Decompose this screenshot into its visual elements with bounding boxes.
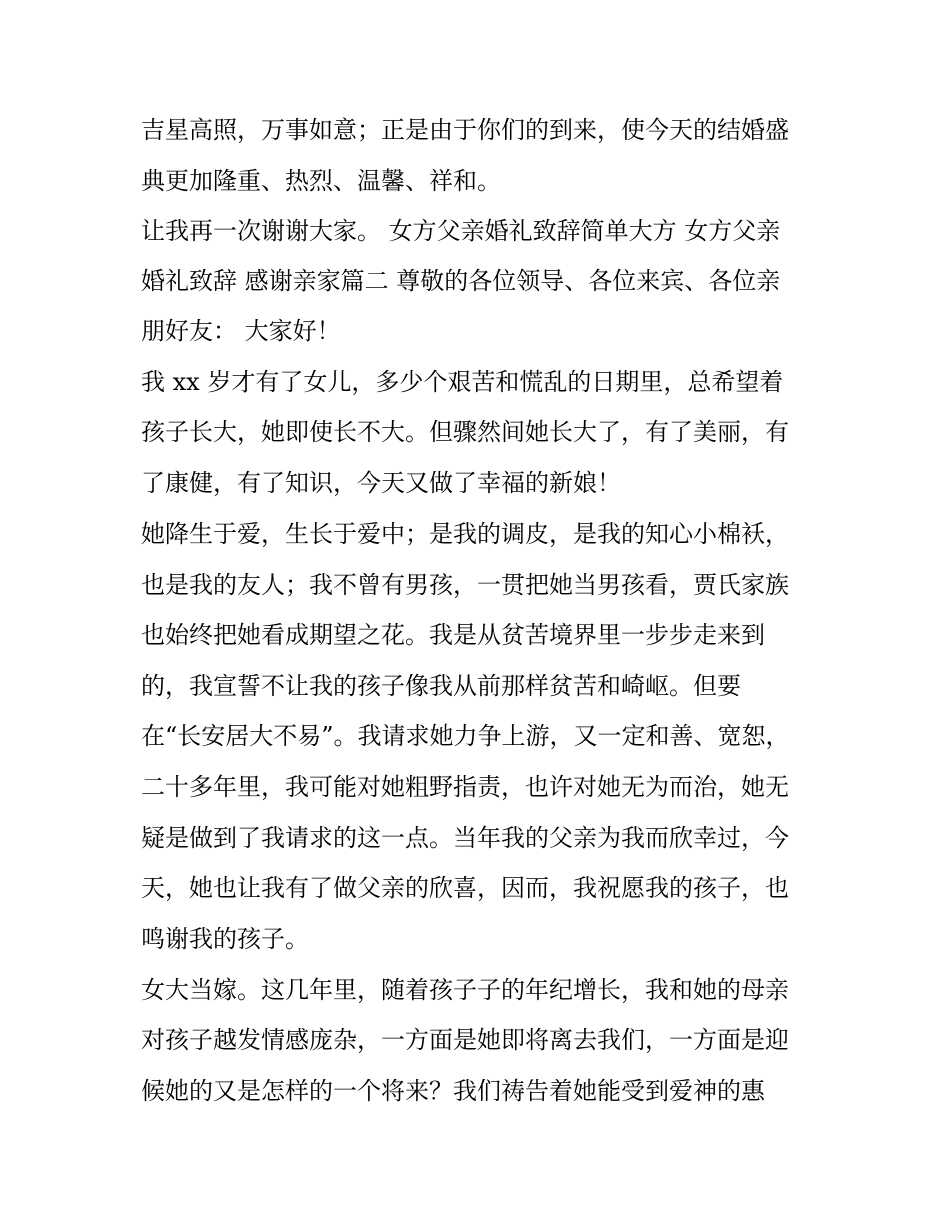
text-line-16: 天，她也让我有了做父亲的欣喜，因而，我祝愿我的孩子，也 xyxy=(141,874,789,902)
text-line-15: 疑是做到了我请求的这一点。当年我的父亲为我而欣幸过，今 xyxy=(141,824,789,852)
text-line-9: 她降生于爱，生长于爱中；是我的调皮，是我的知心小棉袄， xyxy=(141,520,789,548)
text-line-19: 对孩子越发情感庞杂，一方面是她即将离去我们，一方面是迎 xyxy=(141,1026,789,1054)
text-line-5: 朋好友： 大家好！ xyxy=(141,317,341,345)
text-line-14: 二十多年里，我可能对她粗野指责，也许对她无为而治，她无 xyxy=(141,773,789,801)
text-line-4: 婚礼致辞 感谢亲家篇二 尊敬的各位领导、各位来宾、各位亲 xyxy=(141,267,781,295)
text-line-8: 了康健，有了知识，今天又做了幸福的新娘！ xyxy=(141,469,621,497)
text-line-17: 鸣谢我的孩子。 xyxy=(141,925,309,953)
text-line-13: 在“长安居大不易”。我请求她力争上游，又一定和善、宽恕， xyxy=(141,722,790,750)
text-line-3: 让我再一次谢谢大家。 女方父亲婚礼致辞简单大方 女方父亲 xyxy=(141,217,781,245)
text-line-10: 也是我的友人；我不曾有男孩，一贯把她当男孩看，贾氏家族 xyxy=(141,571,789,599)
text-line-18: 女大当嫁。这几年里，随着孩子子的年纪增长，我和她的母亲 xyxy=(141,976,789,1004)
text-line-12: 的，我宣誓不让我的孩子像我从前那样贫苦和崎岖。但要 xyxy=(141,672,741,700)
text-line-20: 候她的又是怎样的一个将来？我们祷告着她能受到爱神的惠 xyxy=(141,1077,765,1105)
text-line-6: 我 xx 岁才有了女儿，多少个艰苦和慌乱的日期里，总希望着 xyxy=(141,368,784,396)
text-line-1: 吉星高照，万事如意；正是由于你们的到来，使今天的结婚盛 xyxy=(141,116,789,144)
text-line-2: 典更加隆重、热烈、温馨、祥和。 xyxy=(141,167,501,195)
text-line-7: 孩子长大，她即使长不大。但骤然间她长大了，有了美丽，有 xyxy=(141,418,789,446)
text-line-11: 也始终把她看成期望之花。我是从贫苦境界里一步步走来到 xyxy=(141,621,765,649)
